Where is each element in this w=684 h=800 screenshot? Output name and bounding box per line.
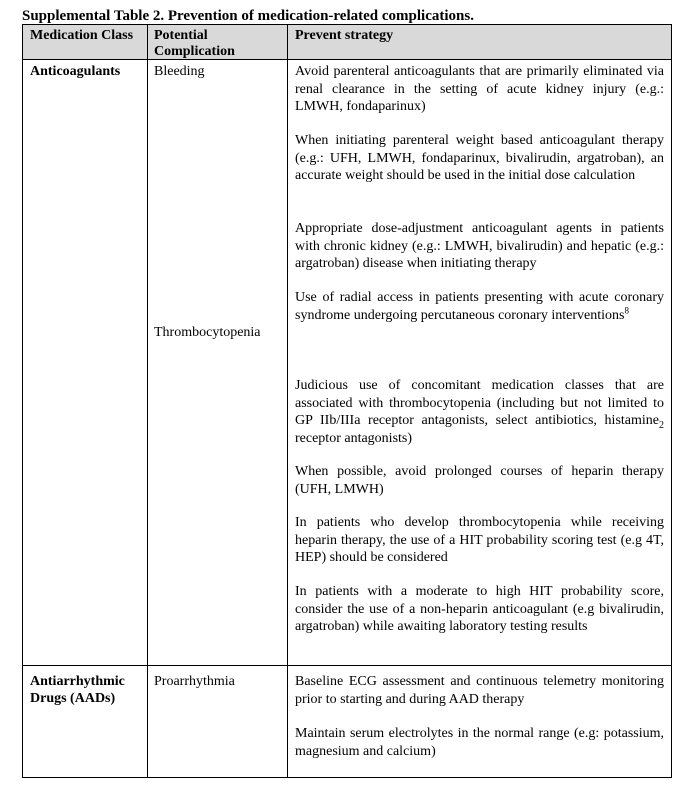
strategy-paragraph: Appropriate dose-adjustment anticoagulant agents in patients with chronic kidney (e.g.: LMWH, bivalirudin) and hepatic (e.g.: argatroban) disease when initiating therapy xyxy=(295,221,664,271)
strategy-text: Judicious use of concomitant medication classes that are associated with thrombocytopenia (including but not limited to GP IIb/IIIa receptor antagonists, select antibiotics, histamine xyxy=(295,378,664,428)
medication-class-antiarrhythmic: Antiarrhythmic Drugs (AADs) xyxy=(30,674,125,706)
medication-class-anticoagulants: Anticoagulants xyxy=(30,64,121,79)
strategy-paragraph: In patients who develop thrombocytopenia while receiving heparin therapy, the use of a HIT probability scoring test (e.g 4T, HEP) should be considered xyxy=(295,515,664,565)
strategy-paragraph: Maintain serum electrolytes in the normal range (e.g: potassium, magnesium and calcium) xyxy=(295,726,664,759)
subscript-two: 2 xyxy=(659,419,664,431)
complication-bleeding: Bleeding xyxy=(154,64,205,79)
row-divider xyxy=(23,665,671,666)
strategy-paragraph: In patients with a moderate to high HIT probability score, consider the use of a non-heparin anticoagulant (e.g bivalirudin, argatroban) while awaiting laboratory testing results xyxy=(295,584,664,634)
reference-superscript: 8 xyxy=(624,304,629,315)
strategy-paragraph xyxy=(295,377,664,447)
table-caption: Supplemental Table 2. Prevention of medication-related complications. xyxy=(22,8,474,24)
medication-table xyxy=(22,24,672,778)
strategy-paragraph: Avoid parenteral anticoagulants that are primarily eliminated via renal clearance in the setting of acute kidney injury (e.g.: LMWH, fondaparinux) xyxy=(295,64,664,114)
strategy-text-tail: receptor antagonists) xyxy=(295,430,413,446)
header-medication-class: Medication Class xyxy=(30,28,134,43)
strategy-paragraph: When possible, avoid prolonged courses of heparin therapy (UFH, LMWH) xyxy=(295,464,664,497)
header-prevent-strategy: Prevent strategy xyxy=(295,28,394,43)
strategy-paragraph: When initiating parenteral weight based anticoagulant therapy (e.g.: UFH, LMWH, fondaparinux, bivalirudin, argatroban), an accurate weight should be used in the initial dose calculation xyxy=(295,133,664,183)
header-potential-complication: Potential Complication xyxy=(154,28,235,59)
complication-thrombocytopenia: Thrombocytopenia xyxy=(154,325,261,340)
strategy-text: Use of radial access in patients presenting with acute coronary syndrome undergoing percutaneous coronary interventions xyxy=(295,290,664,323)
complication-proarrhythmia: Proarrhythmia xyxy=(154,674,235,689)
strategy-paragraph: Baseline ECG assessment and continuous telemetry monitoring prior to starting and during AAD therapy xyxy=(295,674,664,707)
strategy-paragraph xyxy=(295,289,664,324)
